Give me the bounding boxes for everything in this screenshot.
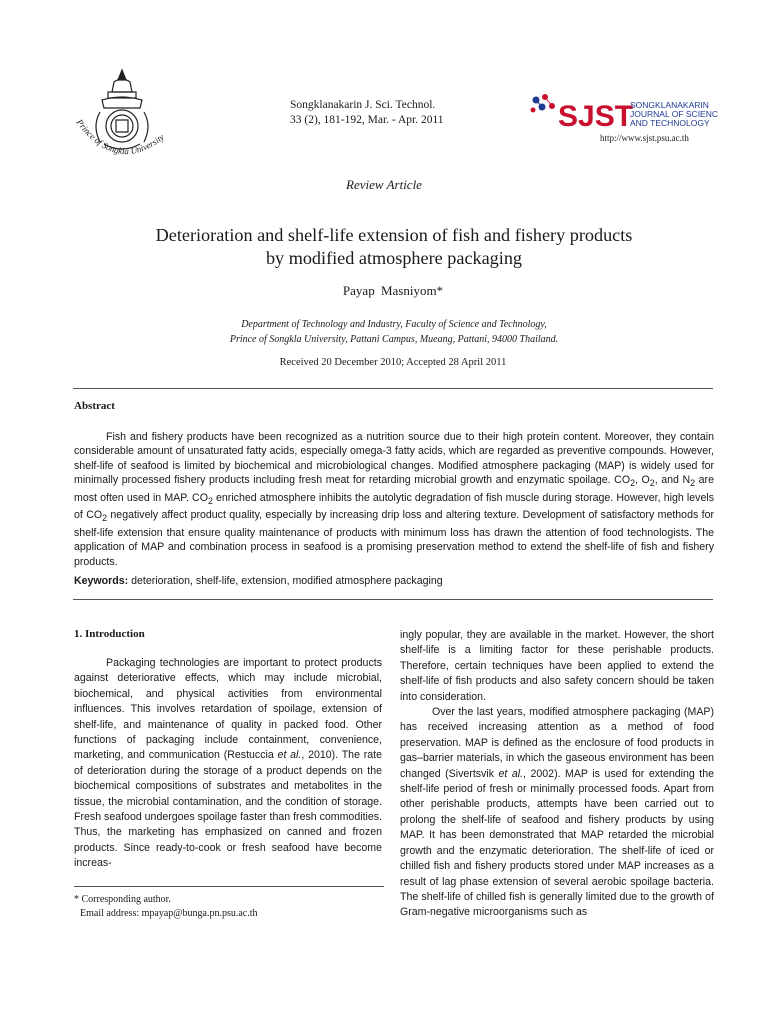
footnote: [74, 893, 258, 921]
email-address[interactable]: Email address: mpayap@bunga.pn.psu.ac.th: [80, 908, 258, 919]
svg-text:AND TECHNOLOGY: AND TECHNOLOGY: [630, 118, 710, 128]
article-title: [100, 224, 688, 270]
seal-caption-curved-text: [70, 110, 180, 180]
body-column-left: [74, 656, 382, 872]
footnote-divider: [74, 886, 384, 887]
intro-paragraph-1-continued: ingly popular, they are available in the market. However, the short shelf-life is a limiting factor for these perishable products. Therefore, certain techniques have been applied to extend the shelf-life of fish products and also safety concern should be taken into consideration.: [400, 629, 714, 703]
received-accepted-dates: Received 20 December 2010; Accepted 28 April 2011: [279, 357, 507, 368]
intro-paragraph-1: Packaging technologies are important to protect products against deteriorative effects, which may include microbial, biochemical, and physical activities from environmental influences. This involves retardation of spoilage, extension of shelf-life, and maintenance of quality in packed food. Other functions of packaging include containment, convenience, marketing, and communication (Restuccia et al., 2010). The rate of deterioration during the storage of a product depends on the biochemical compositions of substrates and metabolites in the tissue, the microbial contamination, and the condition of storage. Fresh seafood undergoes spoilage faster than fresh commodities. Thus, the marketing has emphasized on canned and frozen products. Since ready-to-cook or fresh seafood have become increas-: [74, 657, 382, 870]
corresponding-author-note: * Corresponding author.: [74, 894, 171, 905]
title-line-1: Deterioration and shelf-life extension of fish and fishery products: [155, 225, 633, 245]
keywords: [74, 575, 714, 587]
sjst-logo: [528, 92, 718, 132]
author-affiliation: [100, 317, 688, 347]
abstract-text: Fish and fishery products have been recognized as a nutrition source due to their high protein content. Moreover, they contain considerable amount of unsaturated fatty acids, especially omega-3 fatty acids, which are regarded as preventive compounds. However, shelf-life of seafood is limited by biochemical and microbiological changes. Modified atmosphere packaging (MAP) is widely used for minimally processed fishery products including fresh meat for retarding microbial growth and enzymatic spoilage. $CO_2$, $O_2$, and $N_2$ are most often used in MAP. $CO_2$ enriched atmosphere inhibits the autolytic degradation of fish muscle during storage. However, high levels of $CO_2$ negatively affect product quality, especially by increasing drip loss and altering texture. Development of satisfactory methods for shelf-life extension that ensure quality maintenance of products with minimum loss has drawn the attention of food technologists. The application of MAP and combination process in seafood is a promising preservation method to extend the shelf-life of fish and fishery products.: [74, 431, 714, 568]
intro-paragraph-2: Over the last years, modified atmosphere packaging (MAP) has received increasing attention as a method of food preservation. MAP is defined as the enclosure of food products in gas–barrier materials, in which the gaseous environment has been changed (Sivertsvik et al., 2002). MAP is used for extending the shelf-life period of fresh or minimally processed foods. Apart from other perishable products, attempts have been carried out to prolong the shelf-life of seafood and fishery products by using MAP. It has been demonstrated that MAP retarded the microbial growth and the enzymatic deterioration. The shelf-life of iced or chilled fish and fishery products stored under MAP increases as a result of lag phase extension of several aerobic spoilage bacteria. The shelf-life of chilled fish is generally limited due to the growth of Gram-negative microorganisms such as: [400, 706, 714, 919]
svg-text:SONGKLANAKARIN: SONGKLANAKARIN: [630, 100, 709, 110]
journal-citation: [290, 98, 444, 128]
molecule-icon: [531, 94, 556, 113]
abstract-heading: Abstract: [74, 400, 115, 412]
article-type: Review Article: [346, 177, 422, 192]
body-column-right: [400, 628, 714, 921]
affiliation-line-2: Prince of Songkla University, Pattani Campus, Mueang, Pattani, 94000 Thailand.: [229, 334, 559, 345]
svg-text:SJST: SJST: [558, 100, 634, 132]
journal-url[interactable]: http://www.sjst.psu.ac.th: [600, 133, 689, 143]
journal-volume: 33 (2), 181-192, Mar. - Apr. 2011: [290, 114, 444, 126]
divider-bottom: [73, 599, 713, 600]
journal-name: Songklanakarin J. Sci. Technol.: [290, 99, 436, 111]
keywords-list: deterioration, shelf-life, extension, modified atmosphere packaging: [128, 575, 443, 587]
section-heading-introduction: 1. Introduction: [74, 628, 145, 640]
keywords-label: Keywords:: [74, 575, 129, 587]
author-name: Payap Masniyom*: [342, 283, 444, 298]
title-line-2: by modified atmosphere packaging: [265, 248, 523, 268]
divider-top: [73, 388, 713, 389]
svg-text:JOURNAL OF SCIENCE: JOURNAL OF SCIENCE: [630, 109, 718, 119]
svg-text:Prince of Songkla University: Prince of Songkla University: [74, 117, 166, 157]
affiliation-line-1: Department of Technology and Industry, Faculty of Science and Technology,: [241, 319, 547, 330]
